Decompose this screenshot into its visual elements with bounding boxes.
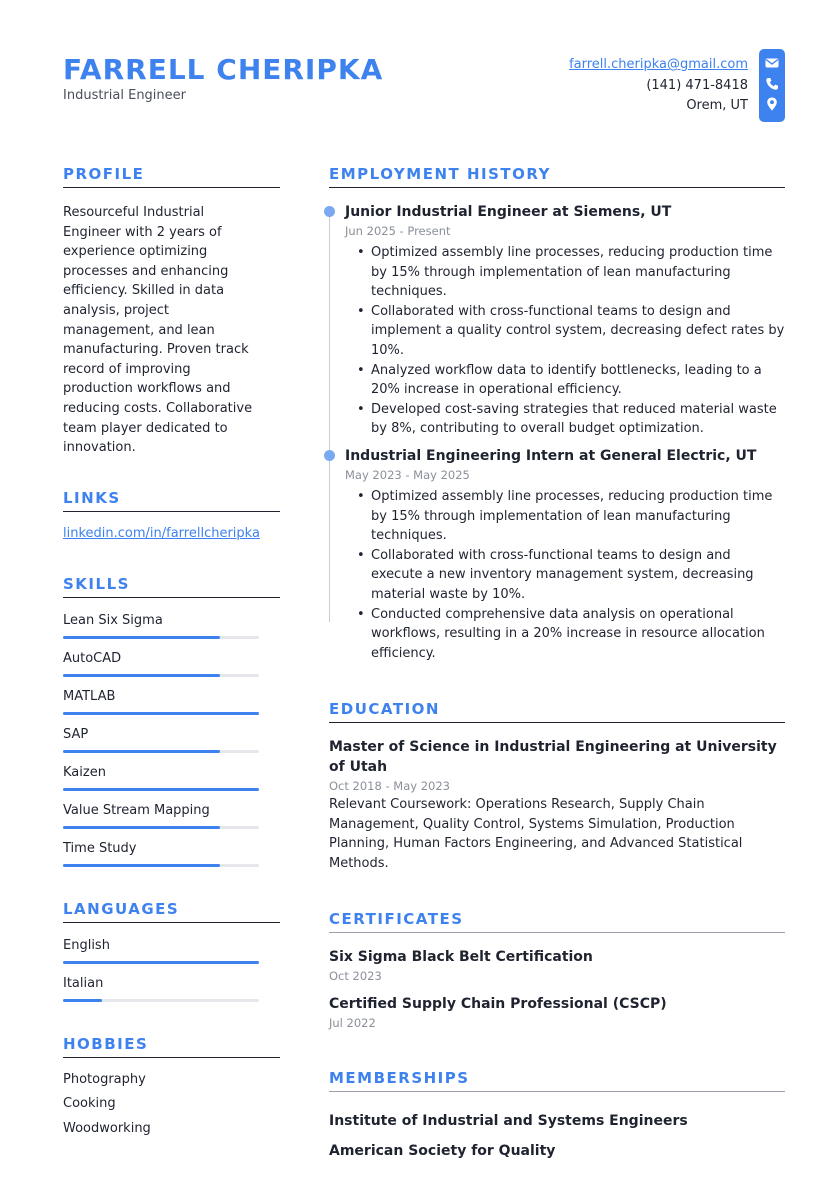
left-column bbox=[63, 165, 280, 1166]
languages-heading: LANGUAGES bbox=[63, 900, 280, 923]
skill-level-bar bbox=[63, 750, 259, 753]
education-section bbox=[329, 700, 785, 873]
envelope-icon bbox=[764, 55, 780, 71]
skill-item bbox=[63, 612, 280, 639]
skill-item bbox=[63, 726, 280, 753]
job-title: Junior Industrial Engineer at Siemens, UT bbox=[345, 204, 672, 220]
candidate-name: FARRELL CHERIPKA bbox=[63, 53, 384, 86]
links-section bbox=[63, 489, 280, 541]
job-bullets bbox=[345, 243, 785, 439]
skill-name: English bbox=[63, 937, 110, 953]
contact-icon-bar bbox=[759, 49, 785, 122]
email-link[interactable]: farrell.cheripka@gmail.com bbox=[569, 57, 748, 72]
profile-heading: PROFILE bbox=[63, 165, 280, 188]
contact-info bbox=[569, 55, 748, 117]
skill-level-fill bbox=[63, 999, 102, 1002]
hobby-item: Cooking bbox=[63, 1096, 116, 1112]
skill-item bbox=[63, 650, 280, 677]
skill-name: MATLAB bbox=[63, 688, 116, 704]
skill-name: AutoCAD bbox=[63, 650, 122, 666]
skill-level-bar bbox=[63, 636, 259, 639]
phone-icon bbox=[764, 76, 780, 92]
education-text: Relevant Coursework: Operations Research, Supply Chain Management, Quality Control, Systems Simulation, Production Planning, Human Factors Engineering, and Advanced Statistical Methods. bbox=[329, 797, 743, 872]
skills-section bbox=[63, 575, 280, 867]
skill-level-fill bbox=[63, 826, 220, 829]
skill-level-bar bbox=[63, 961, 259, 964]
skill-level-bar bbox=[63, 864, 259, 867]
certificates-section bbox=[329, 910, 785, 1032]
location-text: Orem, UT bbox=[686, 98, 748, 113]
skill-level-fill bbox=[63, 750, 220, 753]
profile-section bbox=[63, 165, 280, 458]
skill-item bbox=[63, 688, 280, 715]
certificate-title: Certified Supply Chain Professional (CSCP) bbox=[329, 995, 667, 1012]
profile-text: Resourceful Industrial Engineer with 2 years of experience optimizing processes and enhancing efficiency. Skilled in data analysis, project management, and lean manufacturing. Proven track record of improving production workflows and reducing costs. Collaborative team player dedicated to innovation. bbox=[63, 205, 253, 456]
links-heading: LINKS bbox=[63, 489, 280, 512]
job-entry bbox=[329, 202, 785, 439]
job-title: Industrial Engineering Intern at General Electric, UT bbox=[345, 447, 757, 464]
skill-name: Value Stream Mapping bbox=[63, 802, 210, 818]
education-date: Oct 2018 - May 2023 bbox=[329, 779, 450, 794]
languages-section bbox=[63, 900, 280, 1002]
job-bullet: • Developed cost-saving strategies that reduced material waste by 8%, contributing to overall budget optimization. bbox=[355, 400, 785, 439]
skill-level-fill bbox=[63, 674, 220, 677]
skill-level-fill bbox=[63, 961, 259, 964]
timeline-dot bbox=[324, 450, 335, 461]
skill-level-bar bbox=[63, 712, 259, 715]
skill-level-fill bbox=[63, 712, 259, 715]
skill-name: Italian bbox=[63, 975, 104, 991]
candidate-title: Industrial Engineer bbox=[63, 88, 186, 103]
timeline-dot bbox=[324, 206, 335, 217]
job-bullets bbox=[345, 487, 785, 663]
employment-heading: EMPLOYMENT HISTORY bbox=[329, 165, 785, 188]
skill-name: SAP bbox=[63, 726, 89, 742]
certificate-title: Six Sigma Black Belt Certification bbox=[329, 948, 593, 965]
memberships-heading: MEMBERSHIPS bbox=[329, 1069, 785, 1092]
job-entry bbox=[329, 446, 785, 663]
skill-level-bar bbox=[63, 788, 259, 791]
linkedin-link[interactable]: linkedin.com/in/farrellcheripka bbox=[63, 525, 260, 541]
skill-level-bar bbox=[63, 674, 259, 677]
certificate-date: Jul 2022 bbox=[329, 1015, 376, 1030]
hobby-item: Photography bbox=[63, 1071, 146, 1087]
phone-text: (141) 471-8418 bbox=[646, 77, 748, 93]
skill-item bbox=[63, 937, 280, 964]
job-bullet: • Optimized assembly line processes, reducing production time by 15% through implementation of lean manufacturing techniques. bbox=[355, 243, 785, 302]
skill-level-fill bbox=[63, 864, 220, 867]
skills-heading: SKILLS bbox=[63, 575, 280, 598]
hobbies-heading: HOBBIES bbox=[63, 1035, 280, 1058]
membership-item: American Society for Quality bbox=[329, 1142, 556, 1159]
certificate-date: Oct 2023 bbox=[329, 968, 382, 983]
job-bullet: • Optimized assembly line processes, reducing production time by 15% through implementation of lean manufacturing techniques. bbox=[355, 487, 785, 546]
skill-item bbox=[63, 975, 280, 1002]
skill-name: Time Study bbox=[63, 840, 137, 856]
skill-level-bar bbox=[63, 999, 259, 1002]
skill-item bbox=[63, 840, 280, 867]
skill-name: Lean Six Sigma bbox=[63, 612, 163, 628]
skill-name: Kaizen bbox=[63, 764, 106, 780]
skill-level-fill bbox=[63, 788, 259, 791]
certificate-entry bbox=[329, 994, 785, 1032]
skill-level-bar bbox=[63, 826, 259, 829]
job-bullet: • Collaborated with cross-functional teams to design and implement a quality control system, decreasing defect rates by 10%. bbox=[355, 302, 785, 361]
degree-title: Master of Science in Industrial Engineering at University of Utah bbox=[329, 739, 777, 776]
hobby-item: Woodworking bbox=[63, 1120, 151, 1136]
job-bullet: • Conducted comprehensive data analysis on operational workflows, resulting in a 20% increase in resource allocation efficiency. bbox=[355, 605, 785, 664]
job-date: May 2023 - May 2025 bbox=[345, 467, 470, 482]
memberships-section bbox=[329, 1069, 785, 1166]
skill-item bbox=[63, 802, 280, 829]
location-pin-icon bbox=[764, 96, 780, 112]
right-column bbox=[329, 165, 785, 1166]
hobbies-section bbox=[63, 1035, 280, 1142]
certificate-entry bbox=[329, 947, 785, 985]
resume-header bbox=[63, 54, 383, 103]
education-heading: EDUCATION bbox=[329, 700, 785, 723]
skill-item bbox=[63, 764, 280, 791]
job-bullet: • Collaborated with cross-functional teams to design and execute a new inventory management system, decreasing material waste by 10%. bbox=[355, 546, 785, 605]
skill-level-fill bbox=[63, 636, 220, 639]
job-bullet: • Analyzed workflow data to identify bottlenecks, leading to a 20% increase in operational efficiency. bbox=[355, 361, 785, 400]
certificates-heading: CERTIFICATES bbox=[329, 910, 785, 933]
employment-section bbox=[329, 165, 785, 663]
job-date: Jun 2025 - Present bbox=[345, 224, 451, 238]
membership-item: Institute of Industrial and Systems Engineers bbox=[329, 1112, 688, 1129]
